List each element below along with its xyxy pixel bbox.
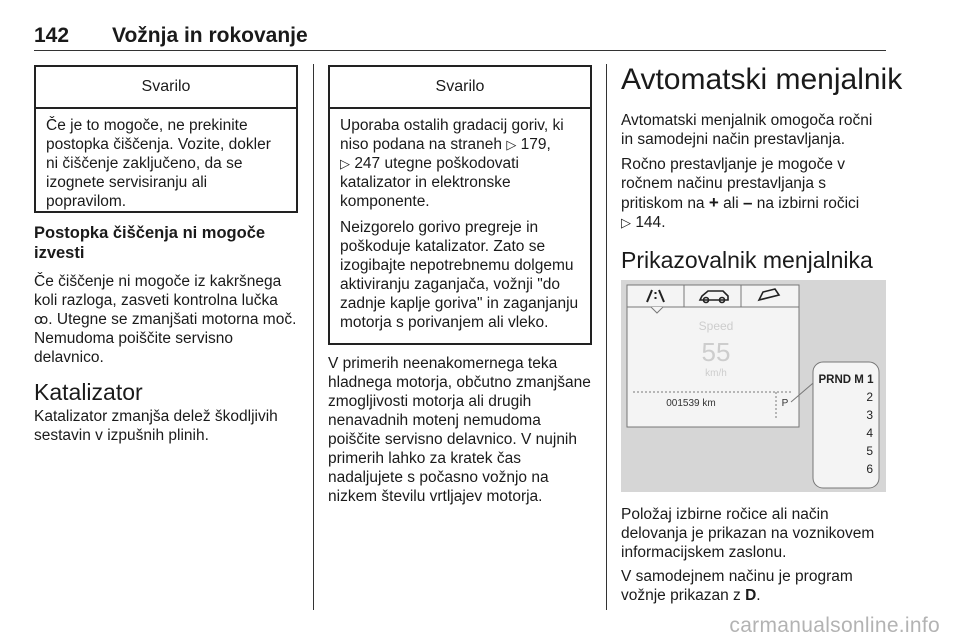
- speed-value: 55: [701, 337, 731, 367]
- paragraph: Ročno prestavljanje je mogoče v ročnem načinu prestavljanja s pritiskom na + ali – na izbirni ročici ▷ 144.: [621, 156, 860, 231]
- paragraph: Če čiščenje ni mogoče iz kakršnega koli razloga, zasveti kontrolna lučka ꝏ. Utegne se zmanjšati motorna moč. Nemudoma poiščite servisno delavnico.: [34, 273, 297, 366]
- page-ref: 179: [520, 136, 547, 153]
- paragraph: Avtomatski menjalnik omogoča ročni in samodejni način prestavljanja.: [621, 112, 873, 148]
- glow-plug-icon: ꝏ: [34, 311, 49, 327]
- gear-number: 3: [866, 408, 873, 422]
- warning-box: [34, 65, 298, 213]
- page-header: [34, 24, 886, 50]
- header-rule: [34, 50, 886, 51]
- column-divider: [313, 64, 314, 610]
- column-divider: [606, 64, 607, 610]
- odometer: 001539 km: [666, 398, 716, 409]
- paragraph: V primerih neenakomernega teka hladnega motorja, občutno zmanjšane zmogljivosti motorja ali drugih nenavadnih motenj nemudoma poiščite servisno delavnico. V nujnih primerih lahko za kratek čas nadaljujete s počasno vožnjo na nizkem številu vrtljajev motorja.: [328, 355, 591, 505]
- triangle-right-icon: ▷: [340, 156, 350, 171]
- gear-number: 5: [866, 444, 873, 458]
- warning-title: Svarilo: [36, 67, 296, 109]
- paragraph: V samodejnem načinu je program vožnje prikazan z D.: [621, 568, 853, 604]
- gear-number: 2: [866, 390, 873, 404]
- gear-number: 4: [866, 426, 873, 440]
- paragraph: Katalizator zmanjša delež škodljivih sestavin v izpušnih plinih.: [34, 408, 278, 444]
- warning-box: [328, 65, 592, 345]
- drive-program-letter: D: [745, 587, 757, 604]
- page-header-title: Vožnja in rokovanje: [112, 24, 308, 47]
- gear-indicator: P: [781, 398, 789, 409]
- paragraph: Položaj izbirne ročice ali način delovanja je prikazan na voznikovem informacijskem zaslonu.: [621, 506, 875, 561]
- section-title: Katalizator: [34, 379, 143, 405]
- warning-title: Svarilo: [330, 67, 590, 109]
- gear-number: 6: [866, 462, 873, 476]
- section-title: Prikazovalnik menjalnika: [621, 247, 873, 273]
- minus-icon: –: [742, 193, 753, 212]
- page-ref: 144: [635, 214, 662, 231]
- transmission-display-figure: [621, 280, 886, 492]
- page-number: 142: [34, 24, 70, 47]
- gear-positions: PRND M 1: [818, 374, 874, 386]
- cluster-illustration: [621, 280, 886, 492]
- page-ref: 247: [354, 155, 381, 172]
- triangle-right-icon: ▷: [506, 137, 517, 152]
- warning-body: Uporaba ostalih gradacij goriv, ki niso podana na straneh ▷ 179, ▷ 247 utegne poškodovati katalizator in elektronske komponente. Neizgorelo gorivo pregreje in poškoduje katalizator. Zato se izogibajte nepotrebnemu dolgemu aktiviranju zaganjača, vožnji "do zadnje kaplje goriva" in zaganjanju motorja s porivanjem ali vleko.: [340, 117, 579, 331]
- subheading: Postopka čiščenja ni mogoče izvesti: [34, 224, 266, 262]
- warning-body: Če je to mogoče, ne prekinite postopka čiščenja. Vozite, dokler ni čiščenje zaključeno, da se izognete servisiranju ali popravilom.: [46, 117, 271, 210]
- triangle-right-icon: ▷: [621, 215, 631, 230]
- chapter-title: Avtomatski menjalnik: [621, 63, 903, 96]
- speed-label: Speed: [698, 319, 734, 333]
- speed-unit: km/h: [705, 368, 727, 379]
- plus-icon: +: [708, 193, 719, 212]
- watermark: carmanualsonline.info: [729, 614, 940, 637]
